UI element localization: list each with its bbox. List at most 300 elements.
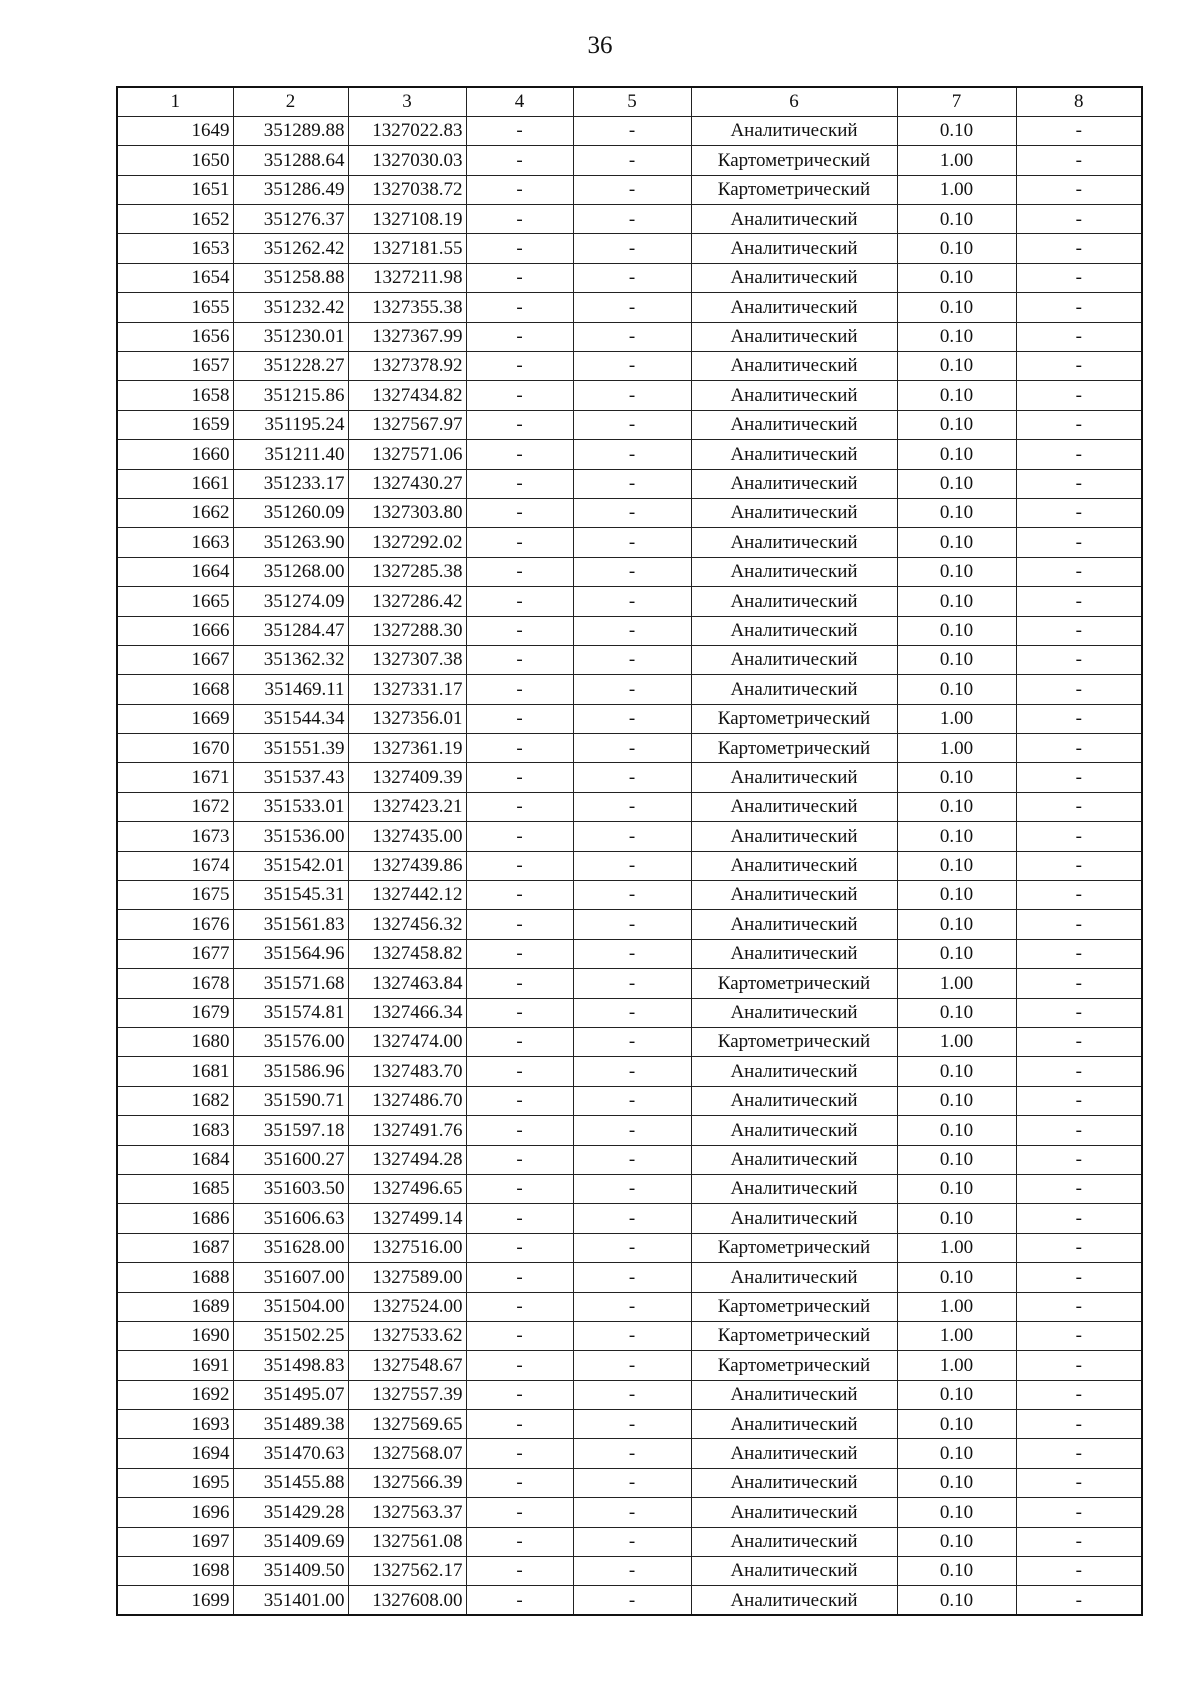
point-number-cell: 1666 <box>117 616 233 645</box>
method-cell: Картометрический <box>691 1028 897 1057</box>
column-8-cell: - <box>1016 910 1142 939</box>
column-4-cell: - <box>466 1145 573 1174</box>
y-coordinate-cell: 1327409.39 <box>348 763 466 792</box>
column-5-cell: - <box>573 1204 691 1233</box>
method-cell: Аналитический <box>691 293 897 322</box>
column-8-cell: - <box>1016 322 1142 351</box>
method-cell: Аналитический <box>691 1468 897 1497</box>
column-5-cell: - <box>573 263 691 292</box>
column-4-cell: - <box>466 1321 573 1350</box>
column-5-cell: - <box>573 352 691 381</box>
point-number-cell: 1691 <box>117 1351 233 1380</box>
column-8-cell: - <box>1016 1086 1142 1115</box>
accuracy-cell: 0.10 <box>897 1557 1016 1586</box>
table-row <box>117 1204 1142 1233</box>
column-4-cell: - <box>466 910 573 939</box>
table-header-row <box>117 87 1142 116</box>
column-header-4: 4 <box>466 87 573 116</box>
accuracy-cell: 0.10 <box>897 1145 1016 1174</box>
accuracy-cell: 0.10 <box>897 352 1016 381</box>
column-4-cell: - <box>466 1351 573 1380</box>
column-8-cell: - <box>1016 1321 1142 1350</box>
table-row <box>117 1233 1142 1262</box>
column-5-cell: - <box>573 1292 691 1321</box>
method-cell: Картометрический <box>691 1351 897 1380</box>
method-cell: Аналитический <box>691 1586 897 1615</box>
y-coordinate-cell: 1327608.00 <box>348 1586 466 1615</box>
column-5-cell: - <box>573 528 691 557</box>
column-4-cell: - <box>466 263 573 292</box>
column-header-5: 5 <box>573 87 691 116</box>
column-5-cell: - <box>573 1439 691 1468</box>
y-coordinate-cell: 1327557.39 <box>348 1380 466 1409</box>
column-5-cell: - <box>573 1380 691 1409</box>
column-8-cell: - <box>1016 1204 1142 1233</box>
column-8-cell: - <box>1016 998 1142 1027</box>
y-coordinate-cell: 1327038.72 <box>348 175 466 204</box>
x-coordinate-cell: 351600.27 <box>233 1145 348 1174</box>
y-coordinate-cell: 1327108.19 <box>348 205 466 234</box>
column-header-7: 7 <box>897 87 1016 116</box>
point-number-cell: 1687 <box>117 1233 233 1262</box>
column-8-cell: - <box>1016 1557 1142 1586</box>
x-coordinate-cell: 351536.00 <box>233 822 348 851</box>
accuracy-cell: 1.00 <box>897 1351 1016 1380</box>
point-number-cell: 1678 <box>117 969 233 998</box>
column-8-cell: - <box>1016 1527 1142 1556</box>
table-row <box>117 675 1142 704</box>
accuracy-cell: 1.00 <box>897 1292 1016 1321</box>
y-coordinate-cell: 1327439.86 <box>348 851 466 880</box>
point-number-cell: 1662 <box>117 498 233 527</box>
column-8-cell: - <box>1016 587 1142 616</box>
table-row <box>117 381 1142 410</box>
x-coordinate-cell: 351274.09 <box>233 587 348 616</box>
point-number-cell: 1673 <box>117 822 233 851</box>
table-row <box>117 146 1142 175</box>
x-coordinate-cell: 351586.96 <box>233 1057 348 1086</box>
x-coordinate-cell: 351576.00 <box>233 1028 348 1057</box>
column-8-cell: - <box>1016 881 1142 910</box>
column-4-cell: - <box>466 1174 573 1203</box>
column-4-cell: - <box>466 969 573 998</box>
table-row <box>117 1586 1142 1615</box>
column-5-cell: - <box>573 1527 691 1556</box>
column-5-cell: - <box>573 822 691 851</box>
table-row <box>117 1527 1142 1556</box>
column-5-cell: - <box>573 498 691 527</box>
y-coordinate-cell: 1327456.32 <box>348 910 466 939</box>
point-number-cell: 1657 <box>117 352 233 381</box>
y-coordinate-cell: 1327561.08 <box>348 1527 466 1556</box>
column-5-cell: - <box>573 1263 691 1292</box>
y-coordinate-cell: 1327569.65 <box>348 1410 466 1439</box>
table-row <box>117 881 1142 910</box>
table-body <box>117 116 1142 1615</box>
method-cell: Аналитический <box>691 1263 897 1292</box>
point-number-cell: 1694 <box>117 1439 233 1468</box>
column-8-cell: - <box>1016 1468 1142 1497</box>
x-coordinate-cell: 351276.37 <box>233 205 348 234</box>
column-5-cell: - <box>573 616 691 645</box>
method-cell: Аналитический <box>691 1498 897 1527</box>
x-coordinate-cell: 351268.00 <box>233 557 348 586</box>
point-number-cell: 1659 <box>117 410 233 439</box>
table-row <box>117 939 1142 968</box>
table-row <box>117 969 1142 998</box>
y-coordinate-cell: 1327568.07 <box>348 1439 466 1468</box>
table-row <box>117 557 1142 586</box>
column-5-cell: - <box>573 792 691 821</box>
column-4-cell: - <box>466 851 573 880</box>
column-5-cell: - <box>573 469 691 498</box>
method-cell: Аналитический <box>691 792 897 821</box>
x-coordinate-cell: 351495.07 <box>233 1380 348 1409</box>
accuracy-cell: 0.10 <box>897 645 1016 674</box>
point-number-cell: 1676 <box>117 910 233 939</box>
column-4-cell: - <box>466 1233 573 1262</box>
column-8-cell: - <box>1016 440 1142 469</box>
method-cell: Аналитический <box>691 381 897 410</box>
y-coordinate-cell: 1327022.83 <box>348 116 466 145</box>
point-number-cell: 1664 <box>117 557 233 586</box>
accuracy-cell: 0.10 <box>897 1086 1016 1115</box>
method-cell: Картометрический <box>691 175 897 204</box>
x-coordinate-cell: 351603.50 <box>233 1174 348 1203</box>
point-number-cell: 1688 <box>117 1263 233 1292</box>
column-4-cell: - <box>466 822 573 851</box>
column-5-cell: - <box>573 175 691 204</box>
table-row <box>117 851 1142 880</box>
coordinates-table <box>116 86 1143 1616</box>
method-cell: Аналитический <box>691 116 897 145</box>
point-number-cell: 1689 <box>117 1292 233 1321</box>
table-row <box>117 763 1142 792</box>
column-5-cell: - <box>573 1321 691 1350</box>
method-cell: Картометрический <box>691 734 897 763</box>
accuracy-cell: 0.10 <box>897 469 1016 498</box>
y-coordinate-cell: 1327303.80 <box>348 498 466 527</box>
method-cell: Аналитический <box>691 1057 897 1086</box>
method-cell: Аналитический <box>691 1557 897 1586</box>
column-8-cell: - <box>1016 1116 1142 1145</box>
column-5-cell: - <box>573 1410 691 1439</box>
method-cell: Аналитический <box>691 440 897 469</box>
y-coordinate-cell: 1327491.76 <box>348 1116 466 1145</box>
y-coordinate-cell: 1327463.84 <box>348 969 466 998</box>
method-cell: Аналитический <box>691 469 897 498</box>
table-row <box>117 469 1142 498</box>
table-row <box>117 1174 1142 1203</box>
point-number-cell: 1656 <box>117 322 233 351</box>
x-coordinate-cell: 351564.96 <box>233 939 348 968</box>
column-5-cell: - <box>573 1174 691 1203</box>
y-coordinate-cell: 1327356.01 <box>348 704 466 733</box>
column-5-cell: - <box>573 1498 691 1527</box>
point-number-cell: 1650 <box>117 146 233 175</box>
y-coordinate-cell: 1327434.82 <box>348 381 466 410</box>
column-4-cell: - <box>466 1498 573 1527</box>
table-row <box>117 1557 1142 1586</box>
table-row <box>117 792 1142 821</box>
method-cell: Аналитический <box>691 851 897 880</box>
column-5-cell: - <box>573 116 691 145</box>
table-row <box>117 263 1142 292</box>
accuracy-cell: 1.00 <box>897 1321 1016 1350</box>
column-5-cell: - <box>573 675 691 704</box>
column-8-cell: - <box>1016 1028 1142 1057</box>
table-row <box>117 322 1142 351</box>
method-cell: Аналитический <box>691 1174 897 1203</box>
page-number: 36 <box>587 32 613 59</box>
accuracy-cell: 0.10 <box>897 1468 1016 1497</box>
column-4-cell: - <box>466 175 573 204</box>
method-cell: Аналитический <box>691 939 897 968</box>
method-cell: Аналитический <box>691 1116 897 1145</box>
column-8-cell: - <box>1016 645 1142 674</box>
point-number-cell: 1665 <box>117 587 233 616</box>
table-row <box>117 410 1142 439</box>
point-number-cell: 1679 <box>117 998 233 1027</box>
column-4-cell: - <box>466 1086 573 1115</box>
y-coordinate-cell: 1327486.70 <box>348 1086 466 1115</box>
point-number-cell: 1692 <box>117 1380 233 1409</box>
accuracy-cell: 0.10 <box>897 440 1016 469</box>
accuracy-cell: 0.10 <box>897 939 1016 968</box>
y-coordinate-cell: 1327435.00 <box>348 822 466 851</box>
y-coordinate-cell: 1327466.34 <box>348 998 466 1027</box>
column-5-cell: - <box>573 645 691 674</box>
column-4-cell: - <box>466 704 573 733</box>
accuracy-cell: 0.10 <box>897 998 1016 1027</box>
table-row <box>117 616 1142 645</box>
accuracy-cell: 0.10 <box>897 1439 1016 1468</box>
column-4-cell: - <box>466 1586 573 1615</box>
accuracy-cell: 0.10 <box>897 1498 1016 1527</box>
column-5-cell: - <box>573 1086 691 1115</box>
x-coordinate-cell: 351262.42 <box>233 234 348 263</box>
x-coordinate-cell: 351258.88 <box>233 263 348 292</box>
y-coordinate-cell: 1327533.62 <box>348 1321 466 1350</box>
x-coordinate-cell: 351409.69 <box>233 1527 348 1556</box>
accuracy-cell: 0.10 <box>897 1174 1016 1203</box>
y-coordinate-cell: 1327285.38 <box>348 557 466 586</box>
column-8-cell: - <box>1016 234 1142 263</box>
table-row <box>117 998 1142 1027</box>
point-number-cell: 1675 <box>117 881 233 910</box>
point-number-cell: 1681 <box>117 1057 233 1086</box>
column-4-cell: - <box>466 763 573 792</box>
column-8-cell: - <box>1016 116 1142 145</box>
column-8-cell: - <box>1016 205 1142 234</box>
column-header-6: 6 <box>691 87 897 116</box>
method-cell: Картометрический <box>691 146 897 175</box>
point-number-cell: 1655 <box>117 293 233 322</box>
column-8-cell: - <box>1016 1233 1142 1262</box>
column-5-cell: - <box>573 939 691 968</box>
column-8-cell: - <box>1016 822 1142 851</box>
accuracy-cell: 0.10 <box>897 1116 1016 1145</box>
table-row <box>117 1321 1142 1350</box>
y-coordinate-cell: 1327548.67 <box>348 1351 466 1380</box>
column-4-cell: - <box>466 587 573 616</box>
y-coordinate-cell: 1327307.38 <box>348 645 466 674</box>
method-cell: Картометрический <box>691 1292 897 1321</box>
column-8-cell: - <box>1016 1057 1142 1086</box>
x-coordinate-cell: 351409.50 <box>233 1557 348 1586</box>
accuracy-cell: 0.10 <box>897 263 1016 292</box>
point-number-cell: 1670 <box>117 734 233 763</box>
x-coordinate-cell: 351489.38 <box>233 1410 348 1439</box>
accuracy-cell: 0.10 <box>897 1057 1016 1086</box>
method-cell: Аналитический <box>691 616 897 645</box>
point-number-cell: 1649 <box>117 116 233 145</box>
accuracy-cell: 1.00 <box>897 969 1016 998</box>
accuracy-cell: 1.00 <box>897 734 1016 763</box>
y-coordinate-cell: 1327442.12 <box>348 881 466 910</box>
point-number-cell: 1654 <box>117 263 233 292</box>
column-5-cell: - <box>573 146 691 175</box>
point-number-cell: 1684 <box>117 1145 233 1174</box>
accuracy-cell: 1.00 <box>897 146 1016 175</box>
point-number-cell: 1653 <box>117 234 233 263</box>
x-coordinate-cell: 351232.42 <box>233 293 348 322</box>
column-4-cell: - <box>466 939 573 968</box>
y-coordinate-cell: 1327516.00 <box>348 1233 466 1262</box>
column-8-cell: - <box>1016 1263 1142 1292</box>
point-number-cell: 1696 <box>117 1498 233 1527</box>
accuracy-cell: 0.10 <box>897 293 1016 322</box>
method-cell: Аналитический <box>691 352 897 381</box>
point-number-cell: 1695 <box>117 1468 233 1497</box>
column-8-cell: - <box>1016 1498 1142 1527</box>
y-coordinate-cell: 1327286.42 <box>348 587 466 616</box>
table-row <box>117 1086 1142 1115</box>
column-5-cell: - <box>573 734 691 763</box>
x-coordinate-cell: 351429.28 <box>233 1498 348 1527</box>
y-coordinate-cell: 1327367.99 <box>348 322 466 351</box>
column-4-cell: - <box>466 1057 573 1086</box>
accuracy-cell: 0.10 <box>897 1527 1016 1556</box>
y-coordinate-cell: 1327562.17 <box>348 1557 466 1586</box>
accuracy-cell: 0.10 <box>897 851 1016 880</box>
x-coordinate-cell: 351211.40 <box>233 440 348 469</box>
column-8-cell: - <box>1016 939 1142 968</box>
column-8-cell: - <box>1016 675 1142 704</box>
column-8-cell: - <box>1016 616 1142 645</box>
y-coordinate-cell: 1327474.00 <box>348 1028 466 1057</box>
method-cell: Аналитический <box>691 1145 897 1174</box>
column-5-cell: - <box>573 1351 691 1380</box>
point-number-cell: 1661 <box>117 469 233 498</box>
column-4-cell: - <box>466 205 573 234</box>
y-coordinate-cell: 1327331.17 <box>348 675 466 704</box>
x-coordinate-cell: 351288.64 <box>233 146 348 175</box>
column-4-cell: - <box>466 1410 573 1439</box>
column-4-cell: - <box>466 1116 573 1145</box>
method-cell: Аналитический <box>691 1439 897 1468</box>
column-4-cell: - <box>466 440 573 469</box>
column-8-cell: - <box>1016 1174 1142 1203</box>
method-cell: Аналитический <box>691 881 897 910</box>
column-8-cell: - <box>1016 175 1142 204</box>
column-8-cell: - <box>1016 792 1142 821</box>
accuracy-cell: 0.10 <box>897 1380 1016 1409</box>
x-coordinate-cell: 351551.39 <box>233 734 348 763</box>
column-4-cell: - <box>466 1028 573 1057</box>
table-row <box>117 1498 1142 1527</box>
method-cell: Аналитический <box>691 822 897 851</box>
method-cell: Аналитический <box>691 675 897 704</box>
accuracy-cell: 0.10 <box>897 234 1016 263</box>
method-cell: Аналитический <box>691 263 897 292</box>
column-5-cell: - <box>573 1028 691 1057</box>
column-4-cell: - <box>466 381 573 410</box>
column-5-cell: - <box>573 969 691 998</box>
accuracy-cell: 0.10 <box>897 557 1016 586</box>
y-coordinate-cell: 1327483.70 <box>348 1057 466 1086</box>
table-row <box>117 352 1142 381</box>
point-number-cell: 1698 <box>117 1557 233 1586</box>
column-4-cell: - <box>466 1204 573 1233</box>
column-8-cell: - <box>1016 146 1142 175</box>
column-8-cell: - <box>1016 557 1142 586</box>
x-coordinate-cell: 351230.01 <box>233 322 348 351</box>
method-cell: Аналитический <box>691 557 897 586</box>
method-cell: Аналитический <box>691 1204 897 1233</box>
column-4-cell: - <box>466 322 573 351</box>
accuracy-cell: 0.10 <box>897 116 1016 145</box>
method-cell: Аналитический <box>691 528 897 557</box>
accuracy-cell: 0.10 <box>897 1410 1016 1439</box>
method-cell: Аналитический <box>691 645 897 674</box>
point-number-cell: 1652 <box>117 205 233 234</box>
point-number-cell: 1697 <box>117 1527 233 1556</box>
column-4-cell: - <box>466 792 573 821</box>
accuracy-cell: 1.00 <box>897 175 1016 204</box>
point-number-cell: 1667 <box>117 645 233 674</box>
column-4-cell: - <box>466 675 573 704</box>
x-coordinate-cell: 351628.00 <box>233 1233 348 1262</box>
column-5-cell: - <box>573 322 691 351</box>
column-4-cell: - <box>466 557 573 586</box>
column-header-2: 2 <box>233 87 348 116</box>
column-5-cell: - <box>573 557 691 586</box>
y-coordinate-cell: 1327292.02 <box>348 528 466 557</box>
table-row <box>117 1410 1142 1439</box>
point-number-cell: 1693 <box>117 1410 233 1439</box>
y-coordinate-cell: 1327288.30 <box>348 616 466 645</box>
accuracy-cell: 0.10 <box>897 498 1016 527</box>
y-coordinate-cell: 1327423.21 <box>348 792 466 821</box>
column-8-cell: - <box>1016 851 1142 880</box>
method-cell: Картометрический <box>691 969 897 998</box>
column-5-cell: - <box>573 1145 691 1174</box>
column-4-cell: - <box>466 881 573 910</box>
column-8-cell: - <box>1016 1410 1142 1439</box>
column-5-cell: - <box>573 1586 691 1615</box>
table-row <box>117 1057 1142 1086</box>
point-number-cell: 1690 <box>117 1321 233 1350</box>
method-cell: Аналитический <box>691 1380 897 1409</box>
x-coordinate-cell: 351571.68 <box>233 969 348 998</box>
table-row <box>117 205 1142 234</box>
column-4-cell: - <box>466 146 573 175</box>
x-coordinate-cell: 351504.00 <box>233 1292 348 1321</box>
column-5-cell: - <box>573 205 691 234</box>
point-number-cell: 1677 <box>117 939 233 968</box>
column-4-cell: - <box>466 1263 573 1292</box>
